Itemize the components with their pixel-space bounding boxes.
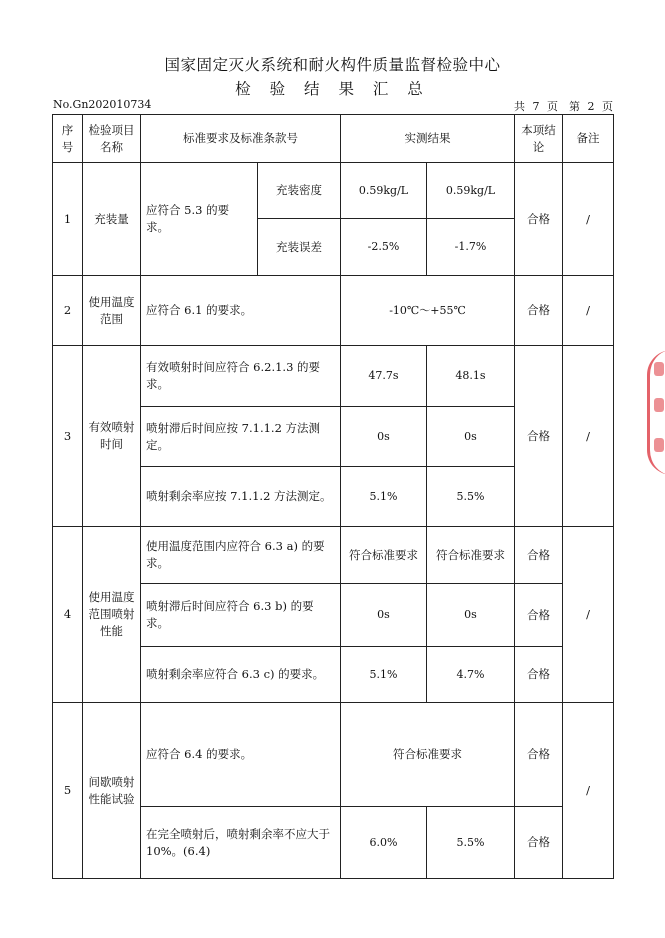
row-remark: / — [563, 276, 614, 346]
table-header-row — [53, 115, 614, 163]
result-value: -10℃～+55℃ — [341, 276, 515, 346]
row-item: 使用温度范围喷射性能 — [83, 527, 141, 703]
seal-stamp-edge — [647, 350, 665, 475]
row-item: 充装量 — [83, 163, 141, 276]
sub-label: 充装密度 — [258, 163, 341, 219]
result-value: 符合标准要求 — [341, 703, 515, 807]
result-value: 0.59kg/L — [341, 163, 427, 219]
row-conclusion: 合格 — [515, 276, 563, 346]
row-item: 间歇喷射性能试验 — [83, 703, 141, 879]
row-conclusion: 合格 — [515, 527, 563, 584]
row-requirement: 喷射滞后时间应按 7.1.1.2 方法测定。 — [141, 407, 341, 467]
row-conclusion: 合格 — [515, 807, 563, 879]
row-conclusion: 合格 — [515, 703, 563, 807]
row-item: 有效喷射时间 — [83, 346, 141, 527]
row-requirement: 喷射剩余率应按 7.1.1.2 方法测定。 — [141, 467, 341, 527]
row-conclusion: 合格 — [515, 346, 563, 527]
row-requirement: 喷射剩余率应符合 6.3 c) 的要求。 — [141, 647, 341, 703]
table-row — [53, 163, 614, 219]
row-requirement: 应符合 5.3 的要求。 — [141, 163, 258, 276]
header-result: 实测结果 — [341, 115, 515, 163]
result-value: 47.7s — [341, 346, 427, 407]
report-subtitle: 检 验 结 果 汇 总 — [235, 80, 430, 98]
result-value: 符合标准要求 — [427, 527, 515, 584]
row-remark: / — [563, 163, 614, 276]
result-value: 5.1% — [341, 647, 427, 703]
row-seq: 2 — [53, 276, 83, 346]
result-value: 0s — [427, 584, 515, 647]
row-seq: 1 — [53, 163, 83, 276]
result-value: 5.5% — [427, 467, 515, 527]
row-remark: / — [563, 346, 614, 527]
result-value: 6.0% — [341, 807, 427, 879]
row-requirement: 喷射滞后时间应符合 6.3 b) 的要求。 — [141, 584, 341, 647]
result-value: 4.7% — [427, 647, 515, 703]
result-value: 5.1% — [341, 467, 427, 527]
page-indicator: 共 7 页 第 2 页 — [514, 100, 613, 113]
row-requirement: 在完全喷射后，喷射剩余率不应大于 10%。(6.4) — [141, 807, 341, 879]
row-remark: / — [563, 703, 614, 879]
result-value: -1.7% — [427, 219, 515, 276]
table-row — [53, 527, 614, 584]
row-remark: / — [563, 527, 614, 703]
header-remark: 备注 — [563, 115, 614, 163]
sub-label: 充装误差 — [258, 219, 341, 276]
row-requirement: 应符合 6.1 的要求。 — [141, 276, 341, 346]
result-value: 0s — [341, 407, 427, 467]
results-table — [52, 114, 614, 879]
row-seq: 4 — [53, 527, 83, 703]
table-row — [53, 276, 614, 346]
table-row — [53, 703, 614, 807]
result-value: 0s — [341, 584, 427, 647]
header-standard: 标准要求及标准条款号 — [141, 115, 341, 163]
report-title: 国家固定灭火系统和耐火构件质量监督检验中心 — [164, 56, 501, 74]
result-value: 0.59kg/L — [427, 163, 515, 219]
result-value: 5.5% — [427, 807, 515, 879]
header-seq: 序号 — [53, 115, 83, 163]
row-seq: 5 — [53, 703, 83, 879]
row-requirement: 有效喷射时间应符合 6.2.1.3 的要求。 — [141, 346, 341, 407]
row-seq: 3 — [53, 346, 83, 527]
result-value: 48.1s — [427, 346, 515, 407]
row-conclusion: 合格 — [515, 584, 563, 647]
row-requirement: 使用温度范围内应符合 6.3 a) 的要求。 — [141, 527, 341, 584]
result-value: 0s — [427, 407, 515, 467]
report-number: No.Gn202010734 — [53, 98, 152, 111]
result-value: 符合标准要求 — [341, 527, 427, 584]
row-conclusion: 合格 — [515, 647, 563, 703]
row-requirement: 应符合 6.4 的要求。 — [141, 703, 341, 807]
result-value: -2.5% — [341, 219, 427, 276]
table-row — [53, 346, 614, 407]
header-conclusion: 本项结论 — [515, 115, 563, 163]
row-conclusion: 合格 — [515, 163, 563, 276]
row-item: 使用温度范围 — [83, 276, 141, 346]
header-item: 检验项目名称 — [83, 115, 141, 163]
